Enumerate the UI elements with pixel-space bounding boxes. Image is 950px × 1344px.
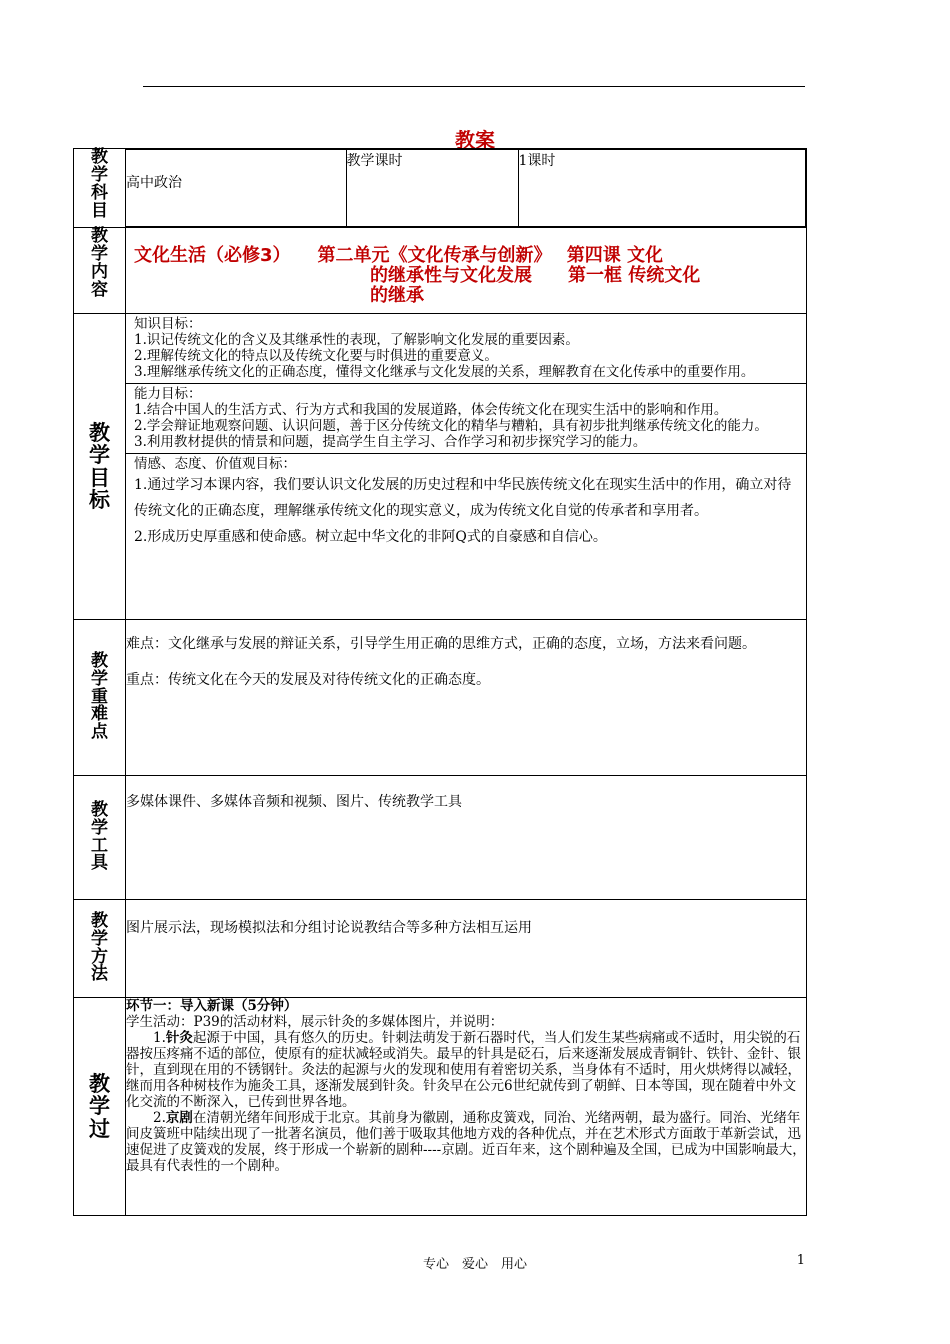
paragraph-1-number: 1. xyxy=(153,1030,166,1046)
ability-goal-3: 3.利用教材提供的情景和问题，提高学生自主学习、合作学习和初步探究学习的能力。 xyxy=(134,434,647,450)
knowledge-goal-2: 2.理解传统文化的特点以及传统文化要与时俱进的重要意义。 xyxy=(134,348,498,364)
label-char: 教 xyxy=(91,147,108,167)
subject-row xyxy=(74,149,807,228)
label-char: 具 xyxy=(91,853,108,874)
subject-inner-table xyxy=(126,149,806,227)
content-line-3: 的继承 xyxy=(370,285,424,306)
emotion-goal-2: 2.形成历史厚重感和使命感。树立起中华文化的非阿Q式的自豪感和自信心。 xyxy=(134,529,607,545)
paragraph-2-number: 2. xyxy=(153,1110,166,1126)
process-label-cell xyxy=(74,998,126,1216)
paragraph-1-term: 针灸 xyxy=(165,1030,193,1046)
goals-row xyxy=(74,314,807,620)
process-cell xyxy=(126,998,807,1216)
content-label xyxy=(74,228,125,299)
content-label-cell xyxy=(74,228,126,314)
process-intro: 学生活动：P39的活动材料，展示针灸的多媒体图片，并说明： xyxy=(126,1014,504,1030)
process-section-title: 环节一：导入新课（5分钟） xyxy=(126,998,298,1014)
label-char: 教 xyxy=(89,421,110,446)
label-char: 学 xyxy=(91,928,108,949)
paragraph-2-text: 在清朝光绪年间形成于北京。其前身为徽剧，通称皮簧戏，同治、光绪两朝，最为盛行。同治、光绪年间皮簧班中陆续出现了一批著名演员，他们善于吸取其他地方戏的各种优点，并在艺术形式方面敢于革新尝试，迅速促进了皮簧戏的发展，终于形成一个崭新的剧种----京剧。近百年来，这个剧种遍及全国，已成为中国影响最大，最具有代表性的一个剧种。 xyxy=(126,1110,806,1174)
content-line-1: 文化生活（必修3） 第二单元《文化传承与创新》 第四课 文化 xyxy=(134,245,664,266)
tools-cell xyxy=(126,776,807,900)
keypoints-row xyxy=(74,620,807,776)
paragraph-1-text: 起源于中国，具有悠久的历史。针刺法萌发于新石器时代，当人们发生某些病痛或不适时，用尖锐的石器按压疼痛不适的部位，使原有的症状减轻或消失。最早的针具是砭石，后来逐渐发展成青铜针、铁针、金针、银针，直到现在用的不锈钢针。灸法的起源与火的发现和使用有着密切关系，当身体有不适时，用火烘烤得以减轻，继而用各种树枝作为施灸工具，逐渐发展到针灸。针灸早在公元6世纪就传到了朝鲜、日本等国，现在随着中外文化交流的不断深入，已传到世界各地。 xyxy=(126,1030,801,1110)
paragraph-2-term: 京剧 xyxy=(165,1110,193,1126)
lesson-plan-table xyxy=(73,148,807,1216)
label-char: 学 xyxy=(91,164,108,185)
page-number: 1 xyxy=(796,1253,805,1268)
keypoints-cell xyxy=(126,620,807,776)
subject-label xyxy=(74,149,125,220)
knowledge-goals-title: 知识目标： xyxy=(134,316,202,332)
label-char: 难 xyxy=(91,704,108,725)
process-paragraph-2 xyxy=(126,1110,806,1174)
label-char: 重 xyxy=(91,686,108,707)
header-rule xyxy=(143,86,805,87)
label-char: 学 xyxy=(91,817,108,838)
label-char: 点 xyxy=(91,722,108,743)
label-char: 教 xyxy=(91,650,108,671)
period-label: 教学课时 xyxy=(346,150,518,227)
emotion-goals-title: 情感、态度、价值观目标： xyxy=(134,456,296,472)
tools-value: 多媒体课件、多媒体音频和视频、图片、传统教学工具 xyxy=(126,794,462,810)
label-char: 学 xyxy=(91,243,108,264)
goals-label xyxy=(74,422,125,510)
process-label xyxy=(74,1073,125,1139)
label-char: 过 xyxy=(89,1116,110,1141)
label-char: 学 xyxy=(89,443,110,468)
ability-goals xyxy=(126,384,806,454)
subject-value: 高中政治 xyxy=(126,150,346,227)
label-char: 科 xyxy=(91,182,108,203)
emotion-goals xyxy=(126,454,806,553)
keypoints-label-cell xyxy=(74,620,126,776)
label-char: 法 xyxy=(91,964,108,985)
label-char: 教 xyxy=(89,1072,110,1097)
ability-goal-2: 2.学会辩证地观察问题、认识问题，善于区分传统文化的精华与糟粕，具有初步批判继承传统文化的能力。 xyxy=(134,418,768,434)
ability-goal-1: 1.结合中国人的生活方式、行为方式和我国的发展道路，体会传统文化在现实生活中的影响和作用。 xyxy=(134,402,728,418)
subject-label-cell xyxy=(74,149,126,228)
key-point: 重点：传统文化在今天的发展及对待传统文化的正确态度。 xyxy=(126,672,490,688)
footer-motto: 专心 爱心 用心 xyxy=(422,1257,527,1272)
label-char: 学 xyxy=(91,668,108,689)
goals-cell xyxy=(126,314,807,620)
methods-label xyxy=(74,910,125,985)
difficult-point: 难点：文化继承与发展的辩证关系，引导学生用正确的思维方式，正确的态度，立场，方法来看问题。 xyxy=(126,636,756,652)
label-char: 方 xyxy=(91,946,108,967)
label-char: 教 xyxy=(91,226,108,246)
label-char: 工 xyxy=(91,835,108,856)
label-char: 目 xyxy=(89,465,110,490)
knowledge-goals xyxy=(126,314,806,384)
tools-row xyxy=(74,776,807,900)
knowledge-goal-1: 1.识记传统文化的含义及其继承性的表现，了解影响文化发展的重要因素。 xyxy=(134,332,579,348)
label-char: 标 xyxy=(89,487,110,512)
goals-label-cell xyxy=(74,314,126,620)
label-char: 容 xyxy=(91,279,108,300)
tools-label xyxy=(74,799,125,874)
methods-row xyxy=(74,900,807,998)
methods-label-cell xyxy=(74,900,126,998)
label-char: 教 xyxy=(91,910,108,931)
label-char: 教 xyxy=(91,799,108,820)
methods-cell xyxy=(126,900,807,998)
content-row xyxy=(74,228,807,314)
keypoints-label xyxy=(74,650,125,743)
emotion-goal-1: 1.通过学习本课内容，我们要认识文化发展的历史过程和中华民族传统文化在现实生活中的作用，确立对待传统文化的正确态度，理解继承传统文化的现实意义，成为传统文化自觉的传承者和享用者。 xyxy=(134,477,792,519)
label-char: 内 xyxy=(91,261,108,282)
knowledge-goal-3: 3.理解继承传统文化的正确态度，懂得文化继承与文化发展的关系，理解教育在文化传承中的重要作用。 xyxy=(134,364,755,380)
subject-value-cell xyxy=(126,149,807,228)
ability-goals-title: 能力目标： xyxy=(134,386,202,402)
methods-value: 图片展示法，现场模拟法和分组讨论说教结合等多种方法相互运用 xyxy=(126,920,532,936)
content-line-2: 的继承性与文化发展 第一框 传统文化 xyxy=(370,265,701,286)
label-char: 学 xyxy=(89,1094,110,1119)
document-title: 教案 xyxy=(455,128,495,152)
label-char: 目 xyxy=(91,200,108,221)
period-value: 1课时 xyxy=(518,150,806,227)
process-paragraph-1 xyxy=(126,1030,806,1110)
process-row xyxy=(74,998,807,1216)
content-value-cell xyxy=(126,228,807,314)
tools-label-cell xyxy=(74,776,126,900)
